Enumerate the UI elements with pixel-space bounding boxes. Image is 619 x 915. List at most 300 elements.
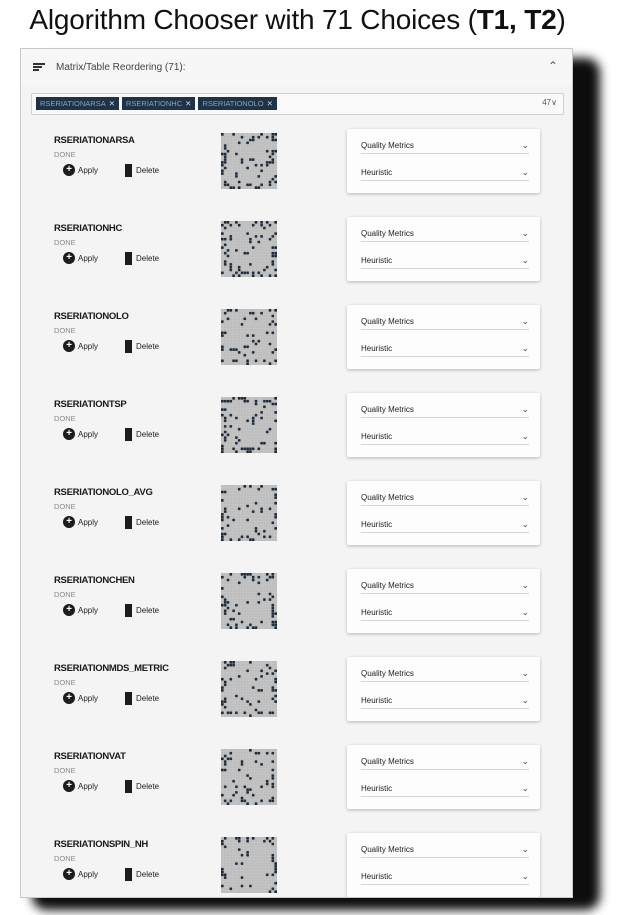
- matrix-cell: [263, 442, 266, 445]
- close-icon[interactable]: ✕: [108, 99, 116, 108]
- matrix-cell: [263, 405, 266, 408]
- matrix-cell: [246, 232, 249, 235]
- matrix-cell: [227, 601, 230, 604]
- chip[interactable]: [122, 97, 195, 110]
- chevron-down-icon: ⌄: [521, 607, 529, 617]
- matrix-cell: [224, 419, 227, 422]
- matrix-cell: [260, 169, 263, 172]
- matrix-cell: [221, 271, 224, 274]
- matrix-cell: [238, 507, 241, 510]
- heuristic-select[interactable]: [361, 784, 529, 793]
- algorithm-status: DONE: [54, 150, 76, 159]
- matrix-cell: [232, 348, 235, 351]
- matrix-cell: [241, 862, 244, 865]
- chip[interactable]: [198, 97, 276, 110]
- apply-button[interactable]: [63, 691, 98, 705]
- matrix-cell: [271, 873, 274, 876]
- delete-button[interactable]: [125, 339, 159, 353]
- matrix-cell: [269, 711, 272, 714]
- matrix-cell: [260, 485, 263, 488]
- matrix-cell: [274, 232, 277, 235]
- matrix-cell: [274, 221, 277, 224]
- matrix-cell: [229, 618, 232, 621]
- matrix-cell: [260, 442, 263, 445]
- quality-metrics-select[interactable]: [361, 493, 529, 502]
- matrix-cell: [274, 669, 277, 672]
- matrix-cell: [269, 323, 272, 326]
- algorithm-row: [21, 473, 572, 561]
- matrix-cell: [246, 362, 249, 365]
- apply-label: Apply: [78, 165, 99, 175]
- matrix-cell: [224, 331, 227, 334]
- matrix-cell: [271, 246, 274, 249]
- matrix-cell: [271, 612, 274, 615]
- matrix-cell: [274, 133, 277, 136]
- delete-button[interactable]: [125, 867, 159, 881]
- matrix-cell: [257, 752, 260, 755]
- matrix-cell: [274, 623, 277, 626]
- matrix-cell: [260, 224, 263, 227]
- matrix-cell: [269, 593, 272, 596]
- matrix-cell: [229, 573, 232, 576]
- matrix-cell: [269, 667, 272, 670]
- matrix-cell: [252, 686, 255, 689]
- matrix-cell: [224, 763, 227, 766]
- matrix-cell: [235, 348, 238, 351]
- check-circle-icon: +: [63, 252, 75, 264]
- matrix-cell: [229, 538, 232, 541]
- matrix-cell: [263, 227, 266, 230]
- matrix-cell: [229, 238, 232, 241]
- matrix-cell: [249, 263, 252, 266]
- matrix-cell: [271, 859, 274, 862]
- apply-button[interactable]: [63, 251, 98, 265]
- matrix-cell: [255, 752, 258, 755]
- matrix-cell: [224, 263, 227, 266]
- matrix-cell: [271, 774, 274, 777]
- matrix-cell: [246, 183, 249, 186]
- algorithm-status: DONE: [54, 502, 76, 511]
- matrix-cell: [266, 664, 269, 667]
- matrix-cell: [224, 431, 227, 434]
- matrix-cell: [260, 164, 263, 167]
- heuristic-label: Heuristic: [361, 520, 393, 529]
- matrix-cell: [260, 689, 263, 692]
- matrix-cell: [257, 601, 260, 604]
- matrix-cell: [271, 488, 274, 491]
- matrix-cell: [271, 609, 274, 612]
- matrix-cell: [224, 612, 227, 615]
- matrix-cell: [260, 510, 263, 513]
- matrix-cell: [271, 161, 274, 164]
- matrix-cell: [224, 221, 227, 224]
- matrix-cell: [241, 760, 244, 763]
- reordered-matrix-thumbnail[interactable]: [221, 573, 277, 629]
- matrix-cell: [229, 235, 232, 238]
- chevron-down-icon: ⌄: [521, 668, 529, 678]
- delete-button[interactable]: [125, 427, 159, 441]
- matrix-cell: [241, 697, 244, 700]
- matrix-cell: [249, 158, 252, 161]
- matrix-cell: [274, 496, 277, 499]
- matrix-cell: [235, 249, 238, 252]
- matrix-cell: [221, 533, 224, 536]
- matrix-cell: [227, 802, 230, 805]
- reordered-matrix-thumbnail[interactable]: [221, 837, 277, 893]
- algorithm-name: RSERIATIONOLO_AVG: [54, 487, 153, 498]
- matrix-cell: [274, 516, 277, 519]
- matrix-cell: [238, 269, 241, 272]
- matrix-cell: [229, 186, 232, 189]
- matrix-cell: [271, 752, 274, 755]
- check-circle-icon: +: [63, 516, 75, 528]
- matrix-cell: [224, 161, 227, 164]
- apply-label: Apply: [78, 341, 99, 351]
- quality-metrics-select[interactable]: [361, 141, 529, 150]
- matrix-cell: [271, 595, 274, 598]
- matrix-cell: [255, 527, 258, 530]
- heuristic-select[interactable]: [361, 256, 529, 265]
- chip[interactable]: [36, 97, 119, 110]
- matrix-cell: [235, 450, 238, 453]
- matrix-cell: [221, 499, 224, 502]
- matrix-cell: [252, 334, 255, 337]
- delete-label: Delete: [136, 869, 160, 879]
- matrix-cell: [241, 158, 244, 161]
- matrix-cell: [260, 763, 263, 766]
- matrix-cell: [257, 340, 260, 343]
- panel-title: Matrix/Table Reordering (71):: [56, 62, 186, 73]
- matrix-cell: [249, 538, 252, 541]
- matrix-cell: [229, 626, 232, 629]
- matrix-cell: [249, 661, 252, 664]
- delete-label: Delete: [136, 517, 160, 527]
- delete-button[interactable]: [125, 603, 159, 617]
- matrix-cell: [221, 334, 224, 337]
- matrix-cell: [238, 181, 241, 184]
- reordered-matrix-thumbnail[interactable]: [221, 133, 277, 189]
- matrix-cell: [274, 488, 277, 491]
- matrix-cell: [260, 621, 263, 624]
- chevron-down-icon: ⌄: [521, 431, 529, 441]
- heuristic-label: Heuristic: [361, 344, 393, 353]
- matrix-cell: [241, 323, 244, 326]
- matrix-cell: [227, 524, 230, 527]
- matrix-cell: [221, 224, 224, 227]
- check-circle-icon: +: [63, 164, 75, 176]
- matrix-cell: [266, 331, 269, 334]
- matrix-cell: [271, 777, 274, 780]
- reordered-matrix-thumbnail[interactable]: [221, 397, 277, 453]
- matrix-cell: [269, 400, 272, 403]
- apply-button[interactable]: [63, 779, 98, 793]
- matrix-cell: [238, 266, 241, 269]
- matrix-cell: [252, 794, 255, 797]
- matrix-cell: [238, 848, 241, 851]
- matrix-cell: [274, 397, 277, 400]
- matrix-cell: [227, 516, 230, 519]
- matrix-cell: [255, 530, 258, 533]
- algorithm-row: [21, 297, 572, 385]
- matrix-cell: [235, 221, 238, 224]
- quality-metrics-select[interactable]: [361, 669, 529, 678]
- matrix-cell: [249, 447, 252, 450]
- matrix-cell: [241, 573, 244, 576]
- metric-settings-card: [347, 833, 540, 897]
- matrix-cell: [221, 519, 224, 522]
- metric-settings-card: [347, 217, 540, 281]
- matrix-cell: [269, 362, 272, 365]
- chevron-down-icon: ⌄: [521, 871, 529, 881]
- matrix-cell: [229, 269, 232, 272]
- matrix-cell: [221, 885, 224, 888]
- quality-metrics-select[interactable]: [361, 757, 529, 766]
- quality-metrics-select[interactable]: [361, 405, 529, 414]
- matrix-cell: [246, 519, 249, 522]
- matrix-cell: [271, 672, 274, 675]
- delete-label: Delete: [136, 693, 160, 703]
- reordered-matrix-thumbnail[interactable]: [221, 221, 277, 277]
- algorithm-row: [21, 121, 572, 209]
- matrix-cell: [252, 139, 255, 142]
- matrix-cell: [274, 626, 277, 629]
- matrix-cell: [221, 711, 224, 714]
- delete-button[interactable]: [125, 251, 159, 265]
- heuristic-select[interactable]: [361, 872, 529, 881]
- matrix-cell: [252, 579, 255, 582]
- matrix-cell: [243, 252, 246, 255]
- matrix-cell: [252, 312, 255, 315]
- chevron-down-icon: ⌄: [521, 844, 529, 854]
- matrix-cell: [266, 873, 269, 876]
- figure-title-suffix: ): [556, 4, 566, 35]
- quality-metrics-label: Quality Metrics: [361, 757, 414, 766]
- close-icon[interactable]: ✕: [185, 99, 192, 108]
- matrix-cell: [249, 312, 252, 315]
- trash-icon: [125, 428, 132, 441]
- matrix-cell: [224, 873, 227, 876]
- matrix-cell: [221, 576, 224, 579]
- quality-metrics-select[interactable]: [361, 845, 529, 854]
- matrix-cell: [221, 538, 224, 541]
- matrix-cell: [252, 837, 255, 840]
- matrix-cell: [224, 181, 227, 184]
- algorithm-name: RSERIATIONTSP: [54, 399, 127, 410]
- heuristic-select[interactable]: [361, 696, 529, 705]
- heuristic-select[interactable]: [361, 520, 529, 529]
- matrix-cell: [257, 711, 260, 714]
- matrix-cell: [249, 714, 252, 717]
- matrix-cell: [266, 400, 269, 403]
- matrix-cell: [271, 837, 274, 840]
- algorithm-row: [21, 209, 572, 297]
- matrix-cell: [227, 757, 230, 760]
- matrix-cell: [232, 780, 235, 783]
- matrix-cell: [238, 351, 241, 354]
- apply-button[interactable]: [63, 515, 98, 529]
- algorithm-status: DONE: [54, 590, 76, 599]
- reordered-matrix-thumbnail[interactable]: [221, 661, 277, 717]
- matrix-cell: [260, 785, 263, 788]
- matrix-cell: [274, 865, 277, 868]
- matrix-cell: [255, 760, 258, 763]
- matrix-cell: [274, 150, 277, 153]
- metric-settings-card: [347, 481, 540, 545]
- matrix-cell: [238, 141, 241, 144]
- algorithm-row: [21, 649, 572, 737]
- matrix-cell: [252, 419, 255, 422]
- matrix-cell: [274, 181, 277, 184]
- delete-button[interactable]: [125, 779, 159, 793]
- matrix-cell: [274, 621, 277, 624]
- matrix-cell: [249, 450, 252, 453]
- panel-header[interactable]: [21, 49, 572, 85]
- reordered-matrix-thumbnail[interactable]: [221, 309, 277, 365]
- figure-title: [0, 4, 595, 36]
- apply-button[interactable]: [63, 339, 98, 353]
- matrix-cell: [269, 309, 272, 312]
- matrix-cell: [274, 274, 277, 277]
- delete-button[interactable]: [125, 163, 159, 177]
- matrix-cell: [246, 447, 249, 450]
- matrix-cell: [224, 425, 227, 428]
- matrix-cell: [221, 491, 224, 494]
- matrix-cell: [224, 785, 227, 788]
- matrix-cell: [266, 783, 269, 786]
- matrix-cell: [238, 428, 241, 431]
- matrix-cell: [255, 221, 258, 224]
- matrix-cell: [235, 695, 238, 698]
- matrix-cell: [224, 243, 227, 246]
- matrix-cell: [260, 183, 263, 186]
- matrix-cell: [252, 626, 255, 629]
- matrix-cell: [271, 150, 274, 153]
- heuristic-select[interactable]: [361, 608, 529, 617]
- matrix-cell: [238, 612, 241, 615]
- heuristic-select[interactable]: [361, 168, 529, 177]
- apply-button[interactable]: [63, 867, 98, 881]
- matrix-cell: [221, 527, 224, 530]
- matrix-cell: [271, 153, 274, 156]
- matrix-cell: [246, 359, 249, 362]
- matrix-cell: [221, 400, 224, 403]
- matrix-cell: [241, 271, 244, 274]
- apply-button[interactable]: [63, 163, 98, 177]
- matrix-cell: [266, 221, 269, 224]
- matrix-cell: [274, 890, 277, 893]
- algorithm-status: DONE: [54, 326, 76, 335]
- matrix-cell: [224, 760, 227, 763]
- matrix-cell: [221, 686, 224, 689]
- chevron-up-icon[interactable]: ⌃: [547, 59, 558, 73]
- matrix-cell: [255, 802, 258, 805]
- matrix-cell: [269, 799, 272, 802]
- chevron-down-icon: ⌄: [521, 343, 529, 353]
- matrix-cell: [249, 777, 252, 780]
- quality-metrics-select[interactable]: [361, 229, 529, 238]
- chip-count: 47: [542, 98, 552, 107]
- matrix-cell: [229, 425, 232, 428]
- matrix-cell: [235, 436, 238, 439]
- matrix-cell: [246, 788, 249, 791]
- matrix-cell: [269, 274, 272, 277]
- matrix-cell: [232, 359, 235, 362]
- matrix-cell: [266, 431, 269, 434]
- matrix-cell: [241, 854, 244, 857]
- matrix-cell: [252, 351, 255, 354]
- matrix-cell: [224, 604, 227, 607]
- apply-button[interactable]: [63, 427, 98, 441]
- matrix-cell: [238, 840, 241, 843]
- menu-icon[interactable]: [33, 63, 45, 71]
- matrix-cell: [274, 862, 277, 865]
- algorithm-name: RSERIATIONMDS_METRIC: [54, 663, 169, 674]
- algorithm-row: [21, 825, 572, 898]
- matrix-cell: [274, 447, 277, 450]
- matrix-cell: [274, 678, 277, 681]
- matrix-cell: [229, 414, 232, 417]
- metric-settings-card: [347, 305, 540, 369]
- heuristic-label: Heuristic: [361, 432, 393, 441]
- heuristic-select[interactable]: [361, 432, 529, 441]
- matrix-cell: [274, 871, 277, 874]
- matrix-cell: [224, 260, 227, 263]
- matrix-cell: [221, 868, 224, 871]
- apply-label: Apply: [78, 253, 99, 263]
- figure-title-bold: T1, T2: [476, 4, 557, 35]
- matrix-cell: [260, 274, 263, 277]
- metric-settings-card: [347, 569, 540, 633]
- check-circle-icon: +: [63, 340, 75, 352]
- quality-metrics-label: Quality Metrics: [361, 317, 414, 326]
- matrix-cell: [221, 757, 224, 760]
- matrix-cell: [252, 340, 255, 343]
- chevron-down-icon: ⌄: [521, 228, 529, 238]
- quality-metrics-select[interactable]: [361, 317, 529, 326]
- chevron-down-icon: ⌄: [521, 316, 529, 326]
- matrix-cell: [271, 576, 274, 579]
- reordered-matrix-thumbnail[interactable]: [221, 749, 277, 805]
- matrix-cell: [229, 263, 232, 266]
- selected-algorithms-input[interactable]: [31, 93, 564, 115]
- delete-button[interactable]: [125, 515, 159, 529]
- apply-button[interactable]: [63, 603, 98, 617]
- matrix-cell: [221, 450, 224, 453]
- matrix-cell: [246, 791, 249, 794]
- matrix-cell: [271, 689, 274, 692]
- matrix-cell: [229, 799, 232, 802]
- algorithm-status: DONE: [54, 414, 76, 423]
- close-icon[interactable]: ✕: [266, 99, 273, 108]
- delete-button[interactable]: [125, 691, 159, 705]
- matrix-cell: [221, 408, 224, 411]
- matrix-cell: [224, 661, 227, 664]
- quality-metrics-select[interactable]: [361, 581, 529, 590]
- algorithm-list: [21, 121, 572, 898]
- matrix-cell: [271, 133, 274, 136]
- matrix-cell: [229, 266, 232, 269]
- matrix-cell: [246, 669, 249, 672]
- reordered-matrix-thumbnail[interactable]: [221, 485, 277, 541]
- chip-dropdown-control[interactable]: 47∨: [542, 98, 557, 107]
- matrix-cell: [263, 530, 266, 533]
- matrix-cell: [274, 493, 277, 496]
- algorithm-status: DONE: [54, 238, 76, 247]
- matrix-cell: [232, 447, 235, 450]
- heuristic-select[interactable]: [361, 344, 529, 353]
- apply-label: Apply: [78, 429, 99, 439]
- matrix-cell: [260, 507, 263, 510]
